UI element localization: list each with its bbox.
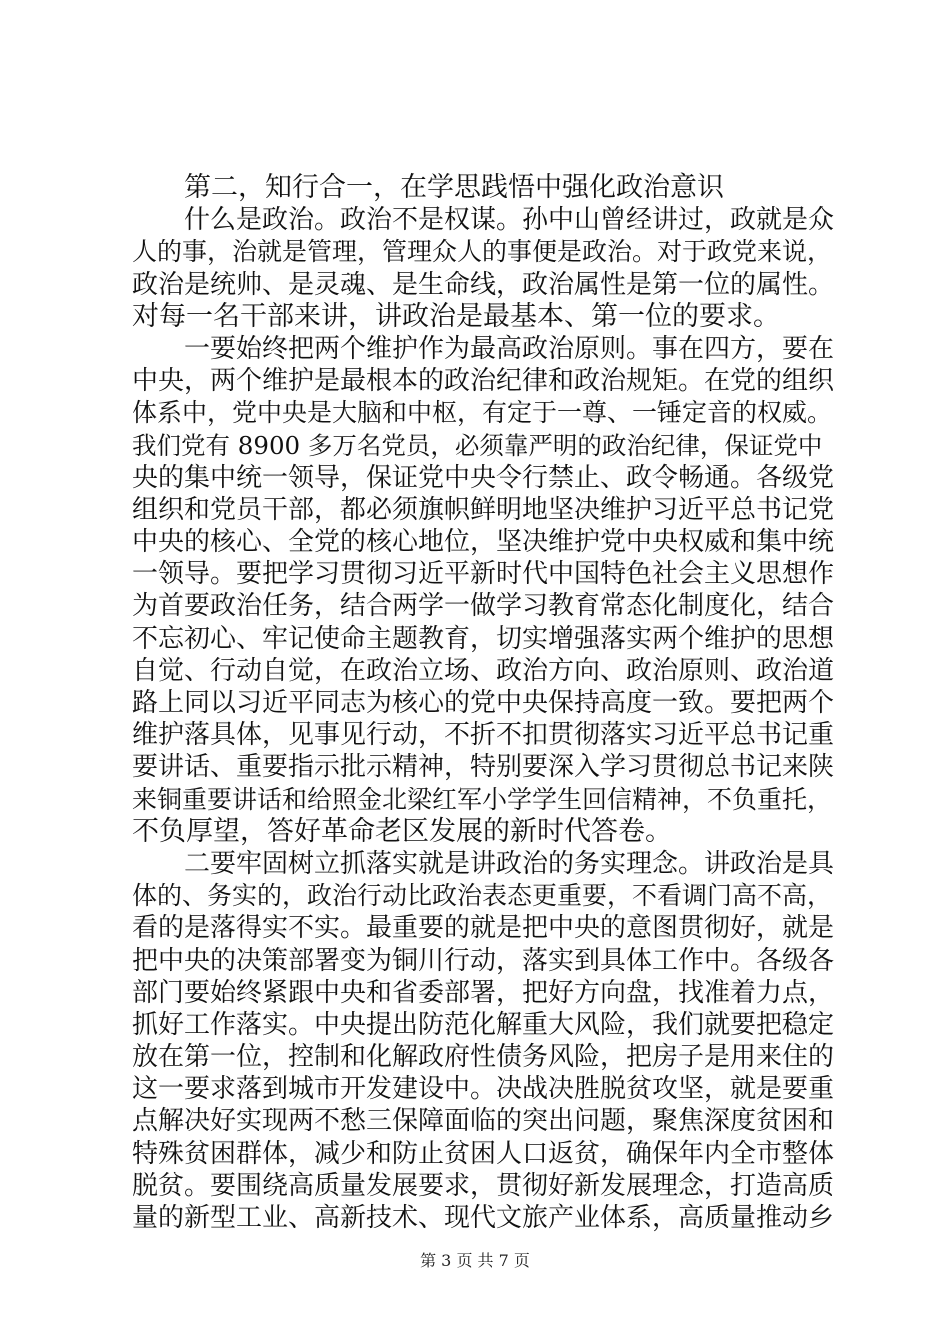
text-line: 脱贫。要围绕高质量发展要求，贯彻好新发展理念，打造高质	[132, 1170, 835, 1201]
text-line: 特殊贫困群体，减少和防止贫困人口返贫，确保年内全市整体	[132, 1138, 835, 1169]
text-line: 看的是落得实不实。最重要的就是把中央的意图贯彻好，就是	[132, 913, 835, 944]
text-line: 央的集中统一领导，保证党中央令行禁止、政令畅通。各级党	[132, 462, 835, 493]
text-line: 体的、务实的，政治行动比政治表态更重要，不看调门高不高，	[132, 881, 833, 911]
text-line: 路上同以习近平同志为核心的党中央保持高度一致。要把两个	[132, 688, 835, 718]
text-line: 不负厚望，答好革命老区发展的新时代答卷。	[132, 815, 672, 847]
text-line: 放在第一位，控制和化解政府性债务风险，把房子是用来住的	[132, 1042, 835, 1073]
text-line: 政治是统帅、是灵魂、是生命线，政治属性是第一位的属性。	[132, 269, 835, 300]
text-line: 把中央的决策部署变为铜川行动，落实到具体工作中。各级各	[132, 945, 835, 976]
text-line: 为首要政治任务，结合两学一做学习教育常态化制度化，结合	[132, 591, 835, 622]
text-line: 部门要始终紧跟中央和省委部署，把好方向盘，找准着力点，	[132, 977, 835, 1008]
text-line: 中央，两个维护是最根本的政治纪律和政治规矩。在党的组织	[132, 366, 835, 397]
paragraph-first-line: 第二，知行合一，在学思践悟中强化政治意识	[184, 172, 724, 203]
paragraph-first-line: 二要牢固树立抓落实就是讲政治的务实理念。讲政治是具	[184, 848, 835, 879]
text-line: 抓好工作落实。中央提出防范化解重大风险，我们就要把稳定	[132, 1009, 835, 1040]
document-body	[132, 172, 836, 1234]
text-line: 点解决好实现两不愁三保障面临的突出问题，聚焦深度贫困和	[132, 1106, 835, 1137]
text-line: 人的事，治就是管理，管理众人的事便是政治。对于政党来说，	[132, 237, 833, 267]
text-line: 维护落具体，见事见行动，不折不扣贯彻落实习近平总书记重	[132, 720, 835, 751]
text-line: 组织和党员干部，都必须旗帜鲜明地坚决维护习近平总书记党	[132, 494, 835, 525]
text-line: 来铜重要讲话和给照金北梁红军小学学生回信精神，不负重托，	[132, 784, 833, 814]
text-line: 对每一名干部来讲，讲政治是最基本、第一位的要求。	[132, 300, 780, 332]
text-line: 我们党有 8900 多万名党员，必须靠严明的政治纪律，保证党中	[132, 430, 823, 460]
text-line: 要讲话、重要指示批示精神，特别要深入学习贯彻总书记来陕	[132, 752, 835, 783]
text-line: 自觉、行动自觉，在政治立场、政治方向、政治原则、政治道	[132, 655, 835, 686]
paragraph-first-line: 什么是政治。政治不是权谋。孙中山曾经讲过，政就是众	[184, 205, 835, 236]
text-line: 中央的核心、全党的核心地位，坚决维护党中央权威和集中统	[132, 527, 835, 558]
paragraph-first-line: 一要始终把两个维护作为最高政治原则。事在四方，要在	[184, 333, 835, 364]
text-line: 量的新型工业、高新技术、现代文旅产业体系，高质量推动乡	[132, 1203, 835, 1233]
text-line: 这一要求落到城市开发建设中。决战决胜脱贫攻坚，就是要重	[132, 1074, 835, 1105]
page-footer: 第 3 页 共 7 页	[420, 1251, 530, 1270]
text-line: 不忘初心、牢记使命主题教育，切实增强落实两个维护的思想	[132, 623, 835, 654]
text-line: 一领导。要把学习贯彻习近平新时代中国特色社会主义思想作	[132, 559, 835, 590]
text-line: 体系中，党中央是大脑和中枢，有定于一尊、一锤定音的权威。	[132, 398, 833, 428]
